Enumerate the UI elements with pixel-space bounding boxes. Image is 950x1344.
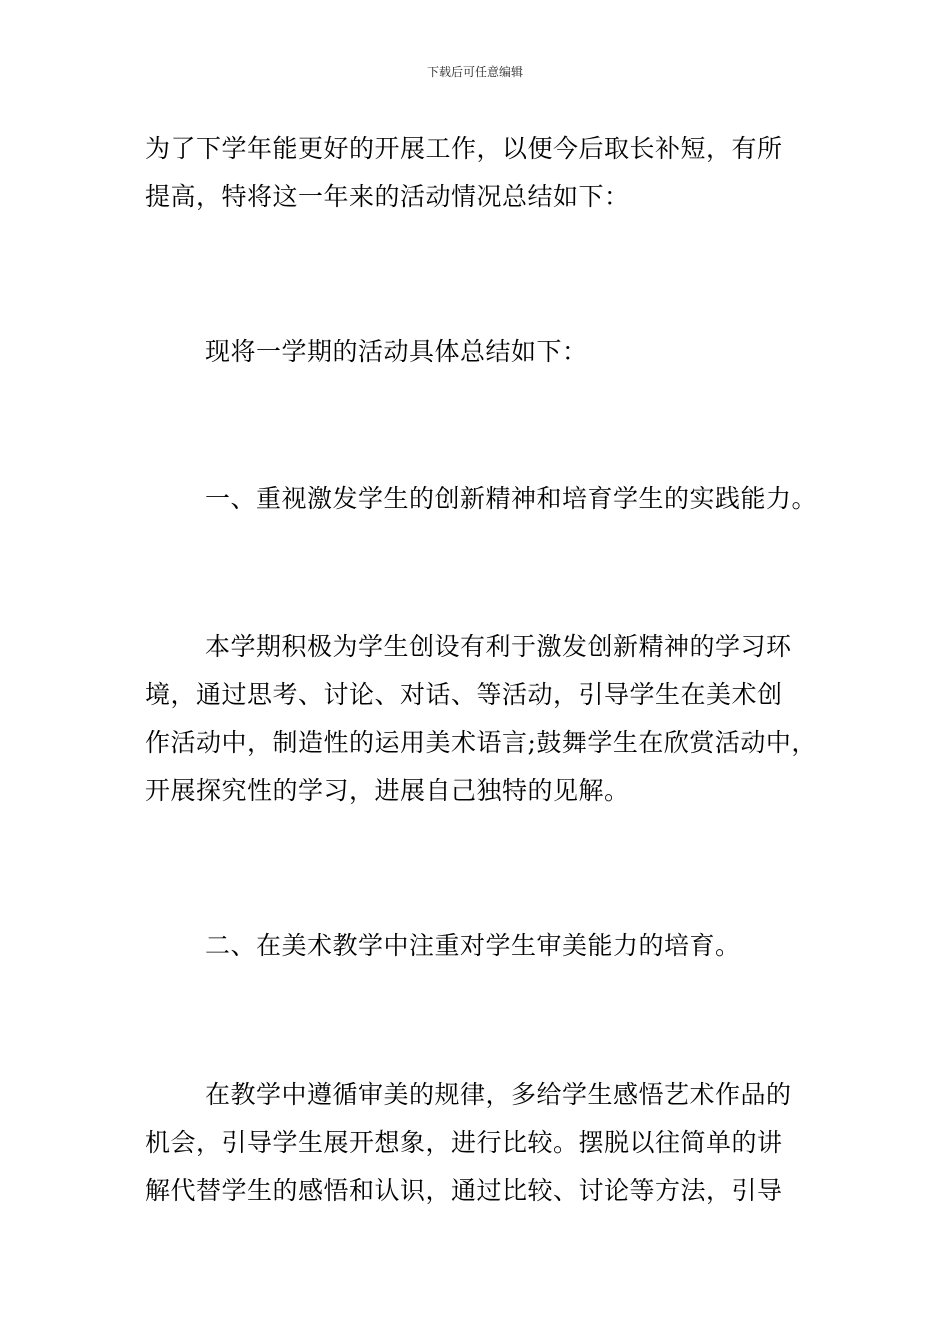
text-line: 为了下学年能更好的开展工作，以便今后取长补短，有所 [145,134,783,163]
text-line: 机会，引导学生展开想象，进行比较。摆脱以往简单的讲 [145,1128,783,1157]
text-line: 在教学中遵循审美的规律，多给学生感悟艺术作品的 [205,1080,792,1109]
paragraph-summary-lead [145,328,825,376]
text-line: 一、重视激发学生的创新精神和培育学生的实践能力。 [205,484,818,513]
page-header: 下载后可任意编辑 [426,65,523,79]
text-line: 境，通过思考、讨论、对话、等活动，引导学生在美术创 [145,680,783,709]
text-line: 解代替学生的感悟和认识，通过比较、讨论等方法，引导 [145,1176,783,1205]
text-line: 现将一学期的活动具体总结如下： [205,337,588,366]
paragraph-section-1-body [145,623,825,815]
text-line: 本学期积极为学生创设有利于激发创新精神的学习环 [205,632,792,661]
text-line: 开展探究性的学习，进展自己独特的见解。 [145,776,630,805]
text-line: 提高，特将这一年来的活动情况总结如下： [145,182,630,211]
paragraph-section-2-body [145,1071,825,1215]
text-line: 二、在美术教学中注重对学生审美能力的培育。 [205,931,741,960]
text-line: 作活动中，制造性的运用美术语言;鼓舞学生在欣赏活动中， [145,728,817,757]
section-heading-1 [145,475,825,523]
paragraph-intro [145,125,825,221]
section-heading-2 [145,922,825,970]
